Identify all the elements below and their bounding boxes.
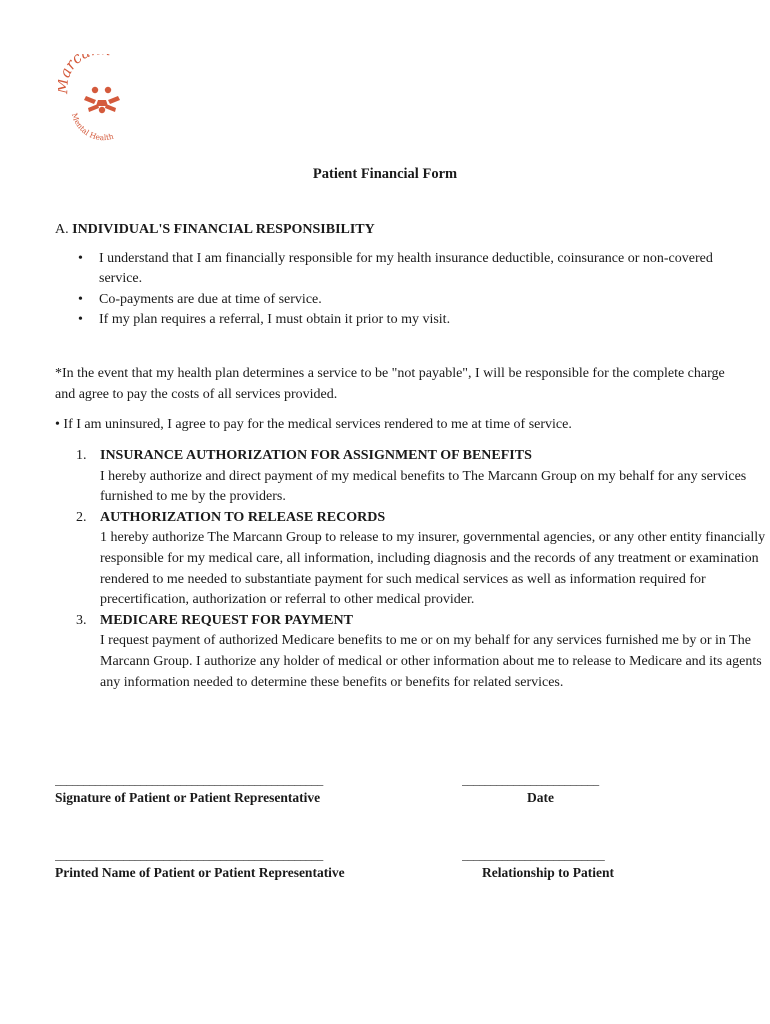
list-item [76,508,770,611]
list-item [78,290,725,311]
signature-label: Signature of Patient or Patient Representative [55,790,321,805]
item-number: 2. [76,509,87,525]
company-logo [58,54,148,144]
logo-figures-icon [84,87,120,113]
list-item [78,249,725,290]
authorization-list [55,446,770,693]
printed-name-line[interactable]: _______________________________________________ [55,848,323,862]
marcann-logo-icon [58,54,148,144]
item-heading: INSURANCE AUTHORIZATION FOR ASSIGNMENT OF BENEFITS [100,448,532,463]
responsibility-list [55,249,725,331]
logo-tagline-text: Mental Health [69,111,115,143]
page-title: Patient Financial Form [312,166,458,182]
printed-name-label: Printed Name of Patient or Patient Representative [55,865,345,880]
item-body: 1 hereby authorize The Marcann Group to release to my insurer, governmental agencies, or any other entity financially responsible for my medical care, all information, including diagnosis and the records of any treatment or examination rendered to me needed to substantiate payment for such medical services as well as information required for precertification, authorization or referral to other medical provider. [100,530,766,608]
section-individual-responsibility [55,220,725,331]
item-number: 1. [76,448,87,463]
bullet-icon: • [78,250,83,266]
uninsured-paragraph: • If I am uninsured, I agree to pay for the medical services rendered to me at time of service. [55,417,572,432]
date-label: Date [527,790,554,805]
item-number: 3. [76,612,87,628]
svg-text:Marcann [58,54,112,95]
logo-brand-text: rc [61,54,86,73]
item-body: I request payment of authorized Medicare benefits to me or on my behalf for any services furnished me by or in The Marcann Group. I authorize any holder of medical or other information about me to release to Medicare and its agents any information needed to determine these benefits or benefits for related services. [100,633,762,690]
date-line[interactable]: ________________________ [462,773,599,787]
list-item-text: Co-payments are due at time of service. [99,291,322,307]
section-a-heading [55,220,725,241]
bullet-icon: • [78,291,83,307]
signature-line[interactable]: _______________________________________________ [55,773,323,787]
item-body: I hereby authorize and direct payment of my medical benefits to The Marcann Group on my behalf for any services furnished to me by the providers. [100,468,747,505]
svg-text:Mental Health [70,112,115,142]
item-heading: MEDICARE REQUEST FOR PAYMENT [100,612,353,628]
item-heading: AUTHORIZATION TO RELEASE RECORDS [100,509,386,525]
list-item-text: If my plan requires a referral, I must obtain it prior to my visit. [99,312,451,328]
section-a-prefix: A. [55,222,69,237]
section-a-title: INDIVIDUAL'S FINANCIAL RESPONSIBILITY [72,222,375,237]
list-item [78,310,725,331]
bullet-icon: • [78,312,83,328]
relationship-line[interactable]: _________________________ [462,848,605,862]
list-item [76,611,770,693]
list-item [76,446,770,508]
relationship-label: Relationship to Patient [482,865,615,880]
not-payable-paragraph: *In the event that my health plan determines a service to be "not payable", I will be responsible for the complete charge and agree to pay the costs of all services provided. [55,366,725,402]
list-item-text: I understand that I am financially responsible for my health insurance deductible, coinsurance or non-covered service. [99,250,713,287]
